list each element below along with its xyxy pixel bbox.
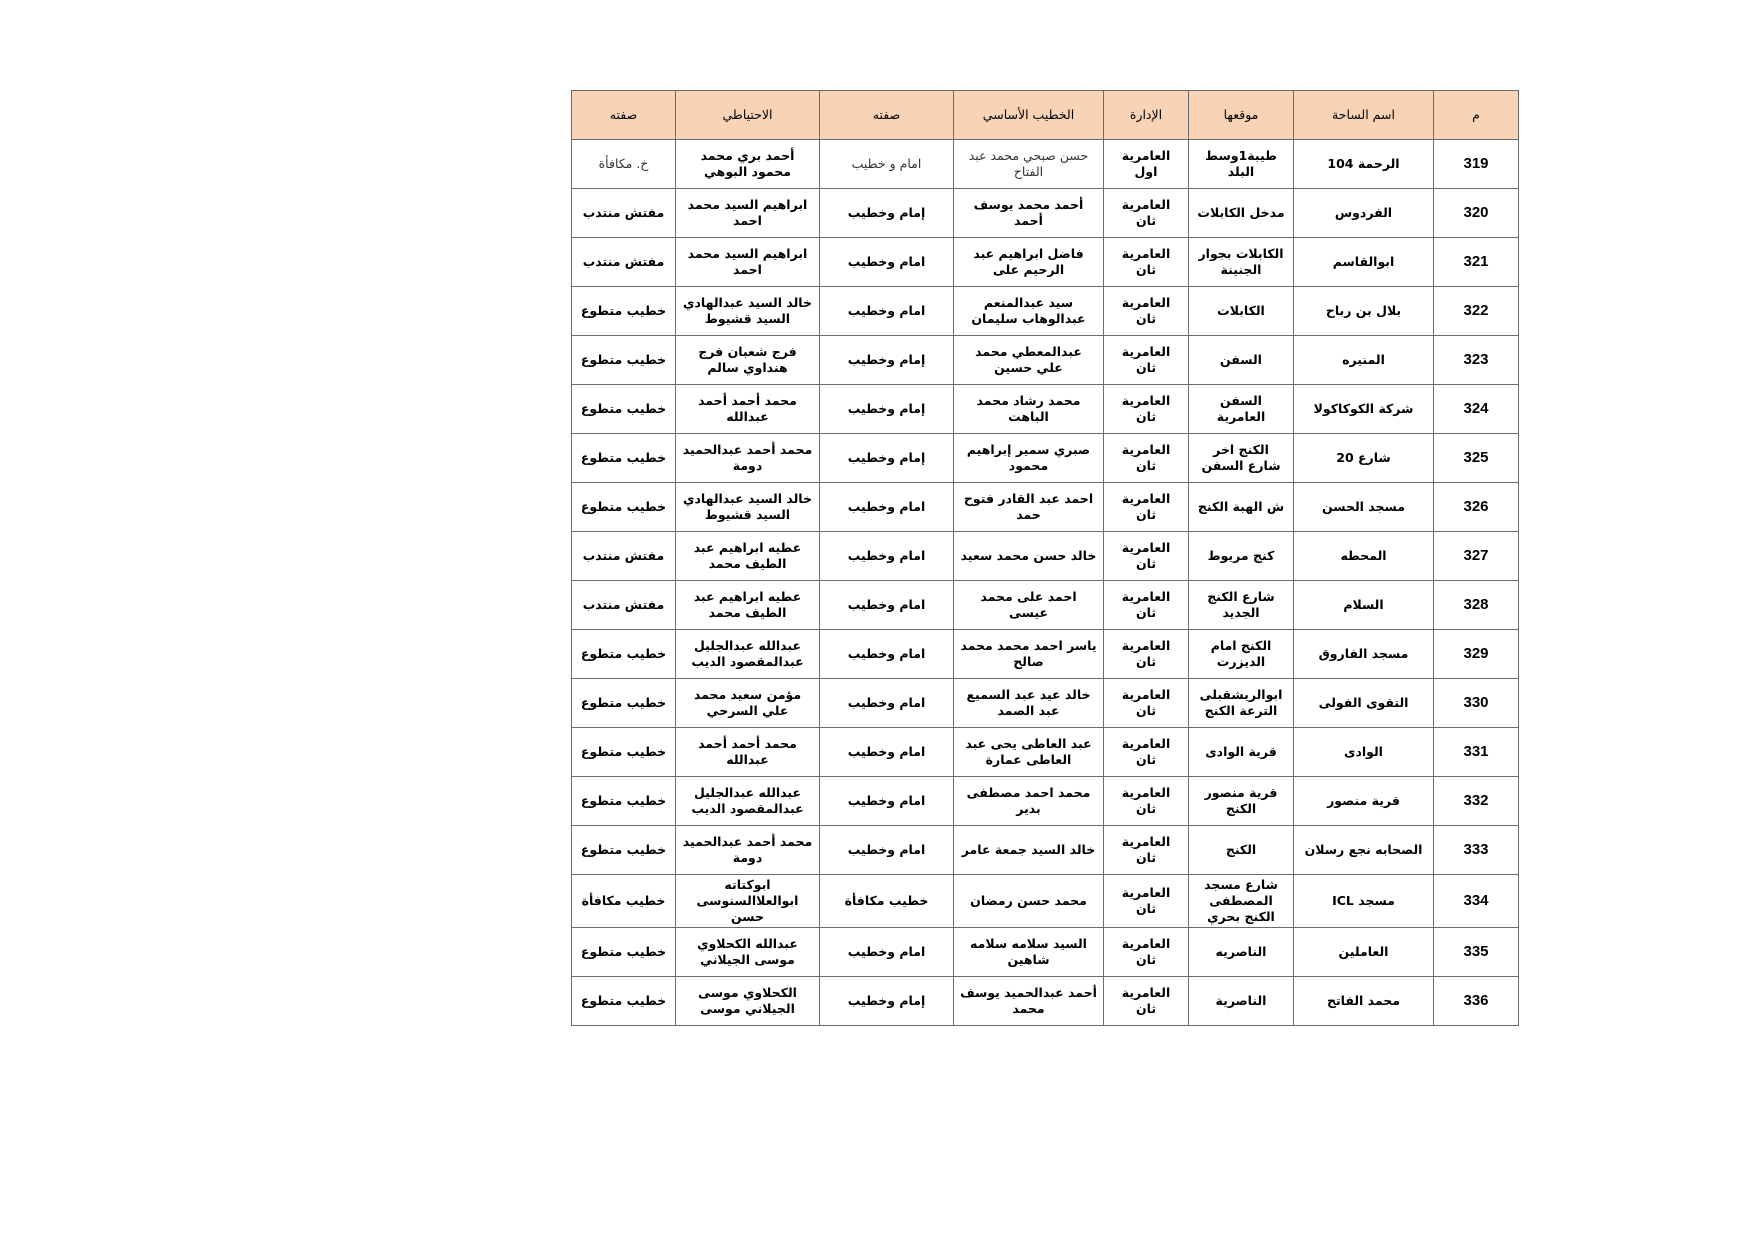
cell-main-preacher: صبري سمير إبراهيم محمود — [954, 434, 1104, 483]
cell-number: 329 — [1434, 630, 1519, 679]
cell-main-role: امام وخطيب — [820, 928, 954, 977]
cell-main-preacher: السيد سلامه سلامه شاهين — [954, 928, 1104, 977]
cell-square-name: السلام — [1294, 581, 1434, 630]
table-row — [572, 189, 1519, 238]
cell-administration: العامرية ثان — [1104, 875, 1189, 928]
cell-location: الناصرية — [1189, 977, 1294, 1026]
cell-alternate-role: خ. مكافأة — [572, 140, 676, 189]
cell-number: 322 — [1434, 287, 1519, 336]
cell-main-preacher: محمد احمد مصطفى بدير — [954, 777, 1104, 826]
header-alternate: الاحتياطي — [676, 91, 820, 140]
header-administration: الإدارة — [1104, 91, 1189, 140]
cell-main-role: امام وخطيب — [820, 287, 954, 336]
cell-alternate: ابوكتاته ابوالعلاالسنوسى حسن — [676, 875, 820, 928]
table-row — [572, 728, 1519, 777]
table-row — [572, 977, 1519, 1026]
cell-alternate-role: مفتش منتدب — [572, 189, 676, 238]
cell-alternate: عطيه ابراهيم عبد الطيف محمد — [676, 532, 820, 581]
cell-number: 327 — [1434, 532, 1519, 581]
cell-main-preacher: خالد عيد عبد السميع عبد الصمد — [954, 679, 1104, 728]
cell-number: 324 — [1434, 385, 1519, 434]
cell-square-name: الفردوس — [1294, 189, 1434, 238]
cell-administration: العامرية ثان — [1104, 287, 1189, 336]
cell-location: السفن العامرية — [1189, 385, 1294, 434]
cell-main-role: إمام وخطيب — [820, 385, 954, 434]
cell-alternate: الكحلاوي موسى الجيلاني موسى — [676, 977, 820, 1026]
cell-main-preacher: عبدالمعطي محمد علي حسين — [954, 336, 1104, 385]
cell-number: 332 — [1434, 777, 1519, 826]
cell-square-name: المحطه — [1294, 532, 1434, 581]
header-main-preacher: الخطيب الأساسي — [954, 91, 1104, 140]
cell-location: ش الهبة الكنج — [1189, 483, 1294, 532]
cell-alternate-role: خطيب متطوع — [572, 630, 676, 679]
cell-administration: العامرية ثان — [1104, 777, 1189, 826]
table-header-row — [572, 91, 1519, 140]
table-row — [572, 679, 1519, 728]
header-location: موقعها — [1189, 91, 1294, 140]
cell-alternate-role: خطيب متطوع — [572, 777, 676, 826]
header-alternate-role: صفته — [572, 91, 676, 140]
cell-number: 334 — [1434, 875, 1519, 928]
cell-alternate-role: مفتش منتدب — [572, 238, 676, 287]
cell-square-name: ابوالقاسم — [1294, 238, 1434, 287]
cell-alternate: محمد أحمد أحمد عبدالله — [676, 385, 820, 434]
table-row — [572, 777, 1519, 826]
cell-main-role: امام وخطيب — [820, 581, 954, 630]
table-row — [572, 238, 1519, 287]
cell-location: السفن — [1189, 336, 1294, 385]
cell-main-role: امام وخطيب — [820, 777, 954, 826]
cell-alternate-role: خطيب متطوع — [572, 385, 676, 434]
cell-square-name: قرية منصور — [1294, 777, 1434, 826]
cell-location: قرية الوادى — [1189, 728, 1294, 777]
cell-alternate: مؤمن سعيد محمد علي السرحي — [676, 679, 820, 728]
cell-administration: العامرية ثان — [1104, 728, 1189, 777]
cell-main-preacher: خالد السيد جمعة عامر — [954, 826, 1104, 875]
table-row — [572, 928, 1519, 977]
cell-number: 320 — [1434, 189, 1519, 238]
cell-main-preacher: أحمد محمد يوسف أحمد — [954, 189, 1104, 238]
cell-number: 328 — [1434, 581, 1519, 630]
table-row — [572, 434, 1519, 483]
cell-administration: العامرية ثان — [1104, 630, 1189, 679]
cell-alternate: محمد أحمد أحمد عبدالله — [676, 728, 820, 777]
cell-number: 326 — [1434, 483, 1519, 532]
cell-main-role: إمام وخطيب — [820, 977, 954, 1026]
cell-main-preacher: سيد عبدالمنعم عبدالوهاب سليمان — [954, 287, 1104, 336]
cell-administration: العامرية ثان — [1104, 434, 1189, 483]
cell-number: 331 — [1434, 728, 1519, 777]
cell-main-role: امام وخطيب — [820, 532, 954, 581]
cell-alternate: محمد أحمد عبدالحميد دومة — [676, 434, 820, 483]
cell-location: الكابلات — [1189, 287, 1294, 336]
header-square-name: اسم الساحة — [1294, 91, 1434, 140]
table-row — [572, 826, 1519, 875]
cell-administration: العامرية ثان — [1104, 483, 1189, 532]
cell-square-name: الوادى — [1294, 728, 1434, 777]
cell-main-preacher: محمد رشاد محمد الباهت — [954, 385, 1104, 434]
cell-main-role: إمام وخطيب — [820, 434, 954, 483]
cell-main-preacher: احمد عبد القادر فتوح حمد — [954, 483, 1104, 532]
cell-number: 336 — [1434, 977, 1519, 1026]
cell-alternate-role: خطيب متطوع — [572, 728, 676, 777]
table-row — [572, 532, 1519, 581]
cell-main-role: امام و خطيب — [820, 140, 954, 189]
cell-alternate-role: خطيب متطوع — [572, 336, 676, 385]
cell-square-name: مسجد الفاروق — [1294, 630, 1434, 679]
cell-main-role: امام وخطيب — [820, 483, 954, 532]
cell-number: 335 — [1434, 928, 1519, 977]
cell-square-name: شارع 20 — [1294, 434, 1434, 483]
cell-location: شارع الكنج الجديد — [1189, 581, 1294, 630]
cell-location: الكنج — [1189, 826, 1294, 875]
cell-main-preacher: أحمد عبدالحميد يوسف محمد — [954, 977, 1104, 1026]
cell-alternate: فرج شعبان فرج هنداوي سالم — [676, 336, 820, 385]
cell-number: 333 — [1434, 826, 1519, 875]
cell-number: 330 — [1434, 679, 1519, 728]
cell-square-name: شركة الكوكاكولا — [1294, 385, 1434, 434]
cell-main-role: خطيب مكافأة — [820, 875, 954, 928]
header-number: م — [1434, 91, 1519, 140]
cell-alternate-role: خطيب متطوع — [572, 977, 676, 1026]
cell-administration: العامرية ثان — [1104, 679, 1189, 728]
cell-main-role: إمام وخطيب — [820, 336, 954, 385]
cell-administration: العامرية ثان — [1104, 238, 1189, 287]
table-row — [572, 336, 1519, 385]
cell-alternate: عطيه ابراهيم عبد الطيف محمد — [676, 581, 820, 630]
cell-alternate-role: خطيب متطوع — [572, 826, 676, 875]
cell-main-preacher: احمد على محمد عيسى — [954, 581, 1104, 630]
cell-main-role: امام وخطيب — [820, 238, 954, 287]
cell-administration: العامرية ثان — [1104, 826, 1189, 875]
cell-main-preacher: حسن صبحي محمد عبد الفتاح — [954, 140, 1104, 189]
cell-alternate: عبدالله عبدالجليل عبدالمقصود الديب — [676, 630, 820, 679]
cell-main-preacher: فاضل ابراهيم عبد الرحيم على — [954, 238, 1104, 287]
cell-main-role: امام وخطيب — [820, 679, 954, 728]
cell-square-name: الرحمة 104 — [1294, 140, 1434, 189]
cell-main-preacher: خالد حسن محمد سعيد — [954, 532, 1104, 581]
cell-number: 323 — [1434, 336, 1519, 385]
table-row — [572, 483, 1519, 532]
cell-main-role: إمام وخطيب — [820, 189, 954, 238]
cell-square-name: بلال بن رباح — [1294, 287, 1434, 336]
cell-alternate-role: خطيب مكافأة — [572, 875, 676, 928]
cell-location: طيبة1وسط البلد — [1189, 140, 1294, 189]
cell-alternate-role: مفتش منتدب — [572, 581, 676, 630]
cell-alternate-role: خطيب متطوع — [572, 434, 676, 483]
cell-main-role: امام وخطيب — [820, 630, 954, 679]
cell-alternate: عبدالله الكحلاوي موسى الجيلاني — [676, 928, 820, 977]
cell-alternate-role: مفتش منتدب — [572, 532, 676, 581]
cell-location: قرية منصور الكنج — [1189, 777, 1294, 826]
cell-alternate: خالد السيد عبدالهادي السيد قشيوط — [676, 287, 820, 336]
cell-square-name: التقوى الفولى — [1294, 679, 1434, 728]
cell-administration: العامرية ثان — [1104, 385, 1189, 434]
table-row — [572, 875, 1519, 928]
cell-main-role: امام وخطيب — [820, 728, 954, 777]
cell-administration: العامرية ثان — [1104, 977, 1189, 1026]
cell-main-preacher: محمد حسن رمضان — [954, 875, 1104, 928]
cell-administration: العامرية ثان — [1104, 532, 1189, 581]
table-row — [572, 385, 1519, 434]
cell-main-role: امام وخطيب — [820, 826, 954, 875]
header-main-role: صفته — [820, 91, 954, 140]
cell-alternate: ابراهيم السيد محمد احمد — [676, 238, 820, 287]
cell-main-preacher: عبد العاطى يحى عبد العاطى عمارة — [954, 728, 1104, 777]
table-row — [572, 581, 1519, 630]
table-row — [572, 630, 1519, 679]
cell-square-name: المنيره — [1294, 336, 1434, 385]
cell-location: مدخل الكابلات — [1189, 189, 1294, 238]
cell-location: شارع مسجد المصطفى الكنج بحري — [1189, 875, 1294, 928]
cell-administration: العامرية ثان — [1104, 336, 1189, 385]
cell-location: الكنج امام الديزرت — [1189, 630, 1294, 679]
cell-square-name: محمد الفاتح — [1294, 977, 1434, 1026]
cell-alternate-role: خطيب متطوع — [572, 287, 676, 336]
table-row — [572, 140, 1519, 189]
cell-alternate: عبدالله عبدالجليل عبدالمقصود الديب — [676, 777, 820, 826]
cell-alternate: خالد السيد عبدالهادي السيد قشيوط — [676, 483, 820, 532]
cell-square-name: مسجد الحسن — [1294, 483, 1434, 532]
cell-number: 321 — [1434, 238, 1519, 287]
cell-alternate: أحمد بري محمد محمود البوهي — [676, 140, 820, 189]
table-row — [572, 287, 1519, 336]
cell-administration: العامرية ثان — [1104, 928, 1189, 977]
cell-alternate-role: خطيب متطوع — [572, 679, 676, 728]
cell-number: 319 — [1434, 140, 1519, 189]
cell-administration: العامرية ثان — [1104, 581, 1189, 630]
cell-square-name: الصحابه نجع رسلان — [1294, 826, 1434, 875]
cell-square-name: مسجد ICL — [1294, 875, 1434, 928]
cell-alternate-role: خطيب متطوع — [572, 483, 676, 532]
cell-main-preacher: ياسر احمد محمد محمد صالح — [954, 630, 1104, 679]
cell-administration: العامرية اول — [1104, 140, 1189, 189]
preacher-assignment-table — [571, 90, 1519, 1026]
cell-location: ابوالريشقبلى الترعة الكنج — [1189, 679, 1294, 728]
cell-location: الكابلات بجوار الجنينة — [1189, 238, 1294, 287]
cell-number: 325 — [1434, 434, 1519, 483]
cell-location: كنج مريوط — [1189, 532, 1294, 581]
cell-alternate-role: خطيب متطوع — [572, 928, 676, 977]
cell-alternate: ابراهيم السيد محمد احمد — [676, 189, 820, 238]
cell-location: الناصريه — [1189, 928, 1294, 977]
cell-location: الكنج اخر شارع السفن — [1189, 434, 1294, 483]
cell-administration: العامرية ثان — [1104, 189, 1189, 238]
cell-alternate: محمد أحمد عبدالحميد دومة — [676, 826, 820, 875]
cell-square-name: العاملين — [1294, 928, 1434, 977]
